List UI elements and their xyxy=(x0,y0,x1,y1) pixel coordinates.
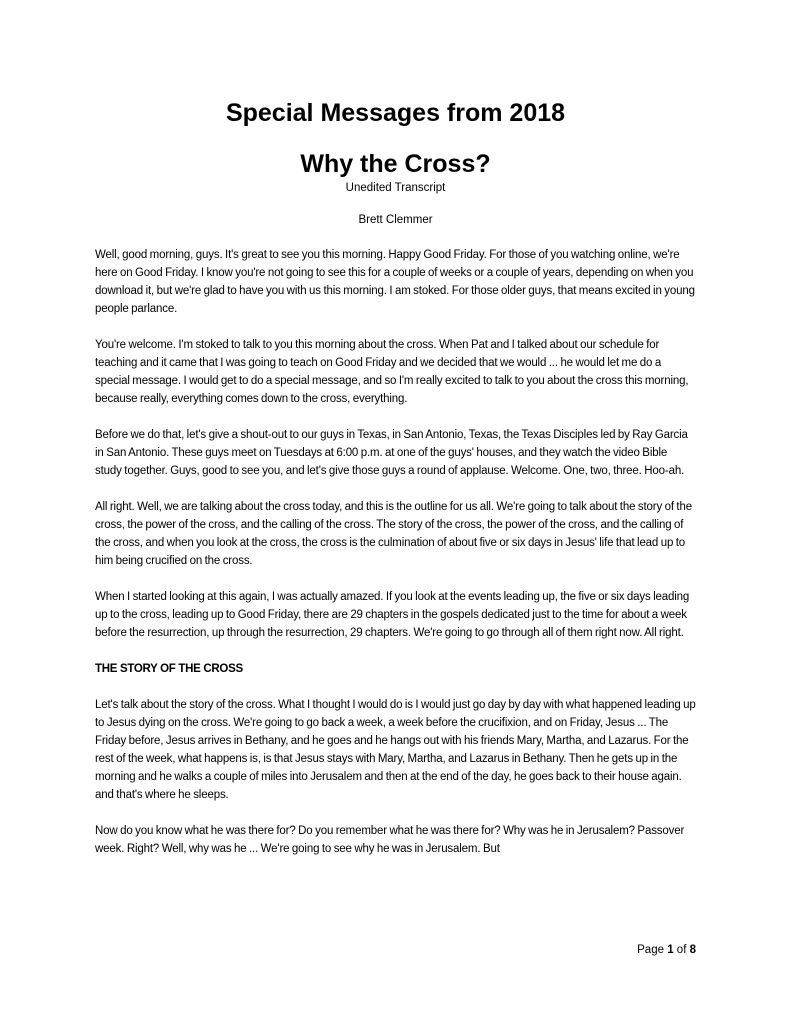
document-body xyxy=(95,246,696,858)
document-title: Special Messages from 2018 xyxy=(225,99,566,127)
page-current: 1 xyxy=(667,944,674,956)
paragraph: You're welcome. I'm stoked to talk to you this morning about the cross. When Pat and I talked about our schedule for teaching and it came that I was going to teach on Good Friday and we decided that we would ... he would let me do a special message. I would get to do a special message, and so I'm really excited to talk to you about the cross this morning, because really, everything comes down to the cross, everything. xyxy=(95,339,689,405)
page-total: 8 xyxy=(689,944,696,956)
section-heading: THE STORY OF THE CROSS xyxy=(95,663,243,675)
page-of: of xyxy=(676,944,687,956)
transcript-note: Unedited Transcript xyxy=(345,182,446,194)
paragraph: Now do you know what he was there for? Do you remember what he was there for? Why was he in Jerusalem? Passover week. Right? Well, why was he ... We're going to see why he was in Jerusalem. But xyxy=(95,825,685,855)
paragraph: All right. Well, we are talking about the cross today, and this is the outline for us all. We're going to talk about the story of the cross, the power of the cross, and the calling of the cross. The story of the cross, the power of the cross, and the calling of the cross, and when you look at the cross, the cross is the culmination of about five or six days in Jesus' life that lead up to him being crucified on the cross. xyxy=(95,501,692,567)
author-name: Brett Clemmer xyxy=(358,214,433,226)
paragraph: Before we do that, let's give a shout-out to our guys in Texas, in San Antonio, Texas, the Texas Disciples led by Ray Garcia in San Antonio. These guys meet on Tuesdays at 6:00 p.m. at one of the guys' houses, and they watch the video Bible study together. Guys, good to see you, and let's give those guys a round of applause. Welcome. One, two, three. Hoo-ah. xyxy=(95,429,688,477)
paragraph: Well, good morning, guys. It's great to see you this morning. Happy Good Friday. For those of you watching online, we're here on Good Friday. I know you're not going to see this for a couple of weeks or a couple of years, depending on when you download it, but we're glad to have you with us this morning. I am stoked. For those older guys, that means excited in young people parlance. xyxy=(95,249,695,315)
paragraph: When I started looking at this again, I was actually amazed. If you look at the events leading up, the five or six days leading up to the cross, leading up to Good Friday, there are 29 chapters in the gospels dedicated just to the time for about a week before the resurrection, up through the resurrection, 29 chapters. We're going to go through all of them right now. All right. xyxy=(95,591,690,639)
document-subtitle: Why the Cross? xyxy=(300,150,491,178)
page-label: Page xyxy=(637,944,664,956)
page-number xyxy=(637,943,696,958)
paragraph: Let's talk about the story of the cross. What I thought I would do is I would just go day by day with what happened leading up to Jesus dying on the cross. We're going to go back a week, a week before the crucifixion, and on Friday, Jesus ... The Friday before, Jesus arrives in Bethany, and he goes and he hangs out with his friends Mary, Martha, and Lazarus. For the rest of the week, what happens is, is that Jesus stays with Mary, Martha, and Lazarus in Bethany. Then he gets up in the morning and he walks a couple of miles into Jerusalem and then at the end of the day, he goes back to their house again. and that's where he sleeps. xyxy=(95,699,696,801)
